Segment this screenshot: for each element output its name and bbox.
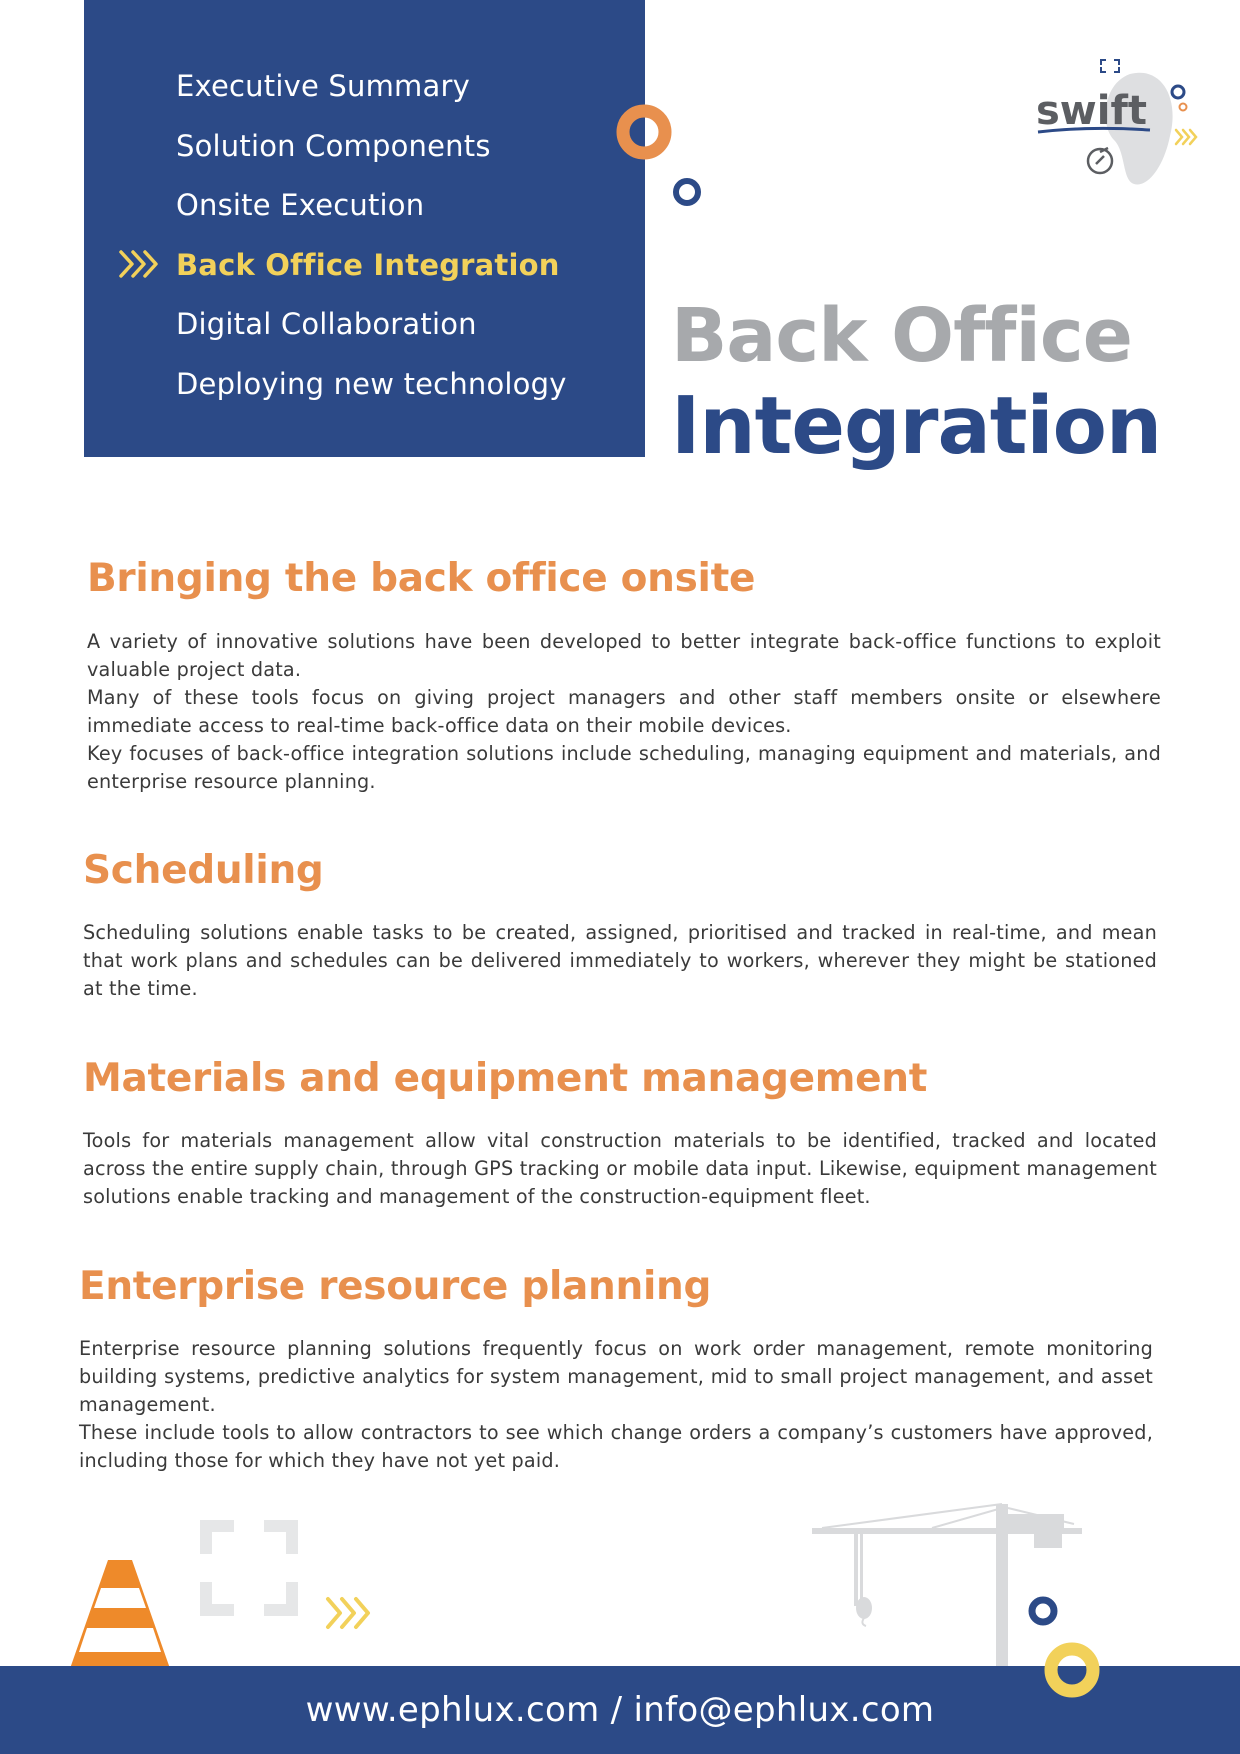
section-paragraph: A variety of innovative solutions have been developed to better integrate back-office functions to exploit valuable project data. <box>87 630 1161 681</box>
section-heading: Materials and equipment management <box>83 1056 928 1101</box>
navy-ring-icon <box>671 176 703 208</box>
toc-item-deploying-new-technology[interactable] <box>176 360 567 420</box>
section-back-office-onsite <box>87 556 1161 796</box>
chevron-arrows-icon <box>118 249 160 279</box>
toc-item-back-office-integration[interactable] <box>176 241 567 301</box>
swift-logo <box>1030 56 1205 191</box>
section-paragraph: Scheduling solutions enable tasks to be created, assigned, prioritised and tracked in real-time, and mean that work plans and schedules can be delivered immediately to workers, wherever they might be stationed at the time. <box>83 921 1157 1000</box>
toc-item-executive-summary[interactable] <box>176 62 567 122</box>
toc-item-solution-components[interactable] <box>176 122 567 182</box>
yellow-ring-icon <box>1040 1638 1104 1702</box>
title-line-1: Back Office <box>671 293 1132 379</box>
toc-panel <box>84 0 645 457</box>
logo-text: swift <box>1036 88 1147 134</box>
section-heading: Scheduling <box>83 848 324 893</box>
focus-frame-icon <box>198 1518 300 1618</box>
section-paragraph: Tools for materials management allow vital construction materials to be identified, tracked and located across the entire supply chain, through GPS tracking or mobile data input. Likewise, equipment management solutions enable tracking and management of the construction-equipment fleet. <box>83 1129 1157 1208</box>
section-materials-equipment <box>83 1056 1157 1211</box>
section-enterprise-resource-planning <box>79 1264 1153 1475</box>
section-scheduling <box>83 848 1157 1003</box>
toc-list <box>176 62 567 419</box>
toc-item-label: Onsite Execution <box>176 188 425 222</box>
toc-item-label: Executive Summary <box>176 69 470 103</box>
section-paragraph: Many of these tools focus on giving project managers and other staff members onsite or elsewhere immediate access to real-time back-office data on their mobile devices. <box>87 686 1161 737</box>
toc-item-onsite-execution[interactable] <box>176 181 567 241</box>
chevron-arrows-icon <box>324 1595 376 1631</box>
toc-item-label: Solution Components <box>176 128 491 163</box>
footer-contact[interactable]: www.ephlux.com / info@ephlux.com <box>305 1690 935 1730</box>
toc-item-label: Digital Collaboration <box>176 307 477 341</box>
section-heading: Enterprise resource planning <box>79 1264 712 1309</box>
section-paragraph: These include tools to allow contractors to see which change orders a company’s customers have approved, including those for which they have not yet paid. <box>79 1421 1153 1472</box>
section-heading: Bringing the back office onsite <box>87 556 756 601</box>
toc-item-label: Deploying new technology <box>176 366 567 401</box>
orange-ring-icon <box>614 102 674 162</box>
section-paragraph: Enterprise resource planning solutions frequently focus on work order management, remote monitoring building systems, predictive analytics for system management, mid to small project management, and asset management. <box>79 1337 1153 1416</box>
navy-ring-icon <box>1026 1594 1060 1628</box>
toc-item-label: Back Office Integration <box>176 247 560 282</box>
toc-item-digital-collaboration[interactable] <box>176 300 567 360</box>
section-paragraph: Key focuses of back-office integration solutions include scheduling, managing equipment and materials, and enterprise resource planning. <box>87 742 1161 793</box>
title-line-2: Integration <box>671 380 1162 472</box>
page-title <box>671 292 1161 472</box>
